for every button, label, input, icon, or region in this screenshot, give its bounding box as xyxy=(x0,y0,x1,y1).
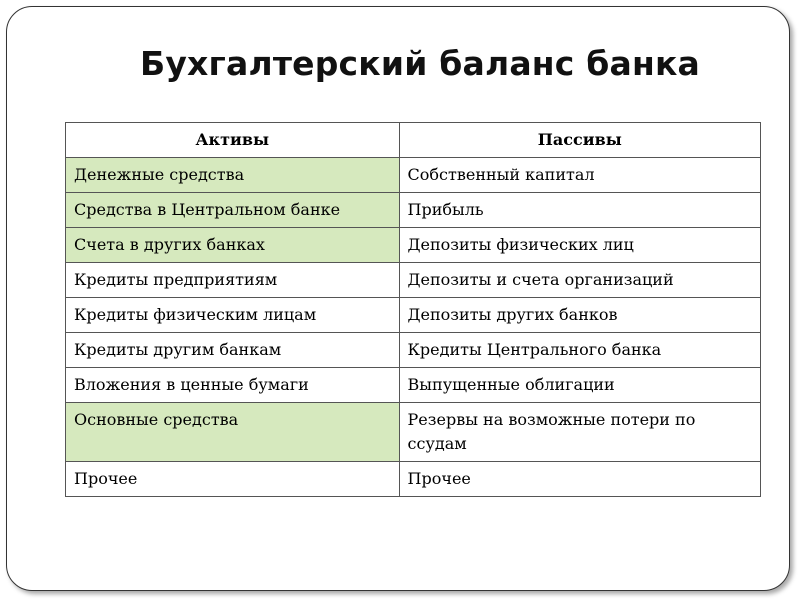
table-row xyxy=(66,368,761,403)
table-row xyxy=(66,462,761,497)
assets-cell: Прочее xyxy=(66,462,400,497)
liabilities-cell: Депозиты и счета организаций xyxy=(399,263,760,298)
liabilities-cell: Депозиты физических лиц xyxy=(399,228,760,263)
table-row xyxy=(66,228,761,263)
header-assets: Активы xyxy=(66,123,400,158)
assets-cell: Основные средства xyxy=(66,403,400,462)
slide-title: Бухгалтерский баланс банка xyxy=(139,44,701,83)
liabilities-cell: Резервы на возможные потери по ссудам xyxy=(399,403,760,462)
table-row xyxy=(66,403,761,462)
assets-cell: Счета в других банках xyxy=(66,228,400,263)
table-header-row xyxy=(66,123,761,158)
table-row xyxy=(66,333,761,368)
liabilities-cell: Кредиты Центрального банка xyxy=(399,333,760,368)
assets-cell: Кредиты предприятиям xyxy=(66,263,400,298)
table-row xyxy=(66,298,761,333)
assets-cell: Вложения в ценные бумаги xyxy=(66,368,400,403)
table-row xyxy=(66,158,761,193)
balance-table xyxy=(65,122,761,497)
table-row xyxy=(66,193,761,228)
liabilities-cell: Собственный капитал xyxy=(399,158,760,193)
assets-cell: Средства в Центральном банке xyxy=(66,193,400,228)
assets-cell: Денежные средства xyxy=(66,158,400,193)
liabilities-cell: Депозиты других банков xyxy=(399,298,760,333)
table-row xyxy=(66,263,761,298)
assets-cell: Кредиты другим банкам xyxy=(66,333,400,368)
assets-cell: Кредиты физическим лицам xyxy=(66,298,400,333)
liabilities-cell: Прибыль xyxy=(399,193,760,228)
header-liabilities: Пассивы xyxy=(399,123,760,158)
liabilities-cell: Выпущенные облигации xyxy=(399,368,760,403)
liabilities-cell: Прочее xyxy=(399,462,760,497)
